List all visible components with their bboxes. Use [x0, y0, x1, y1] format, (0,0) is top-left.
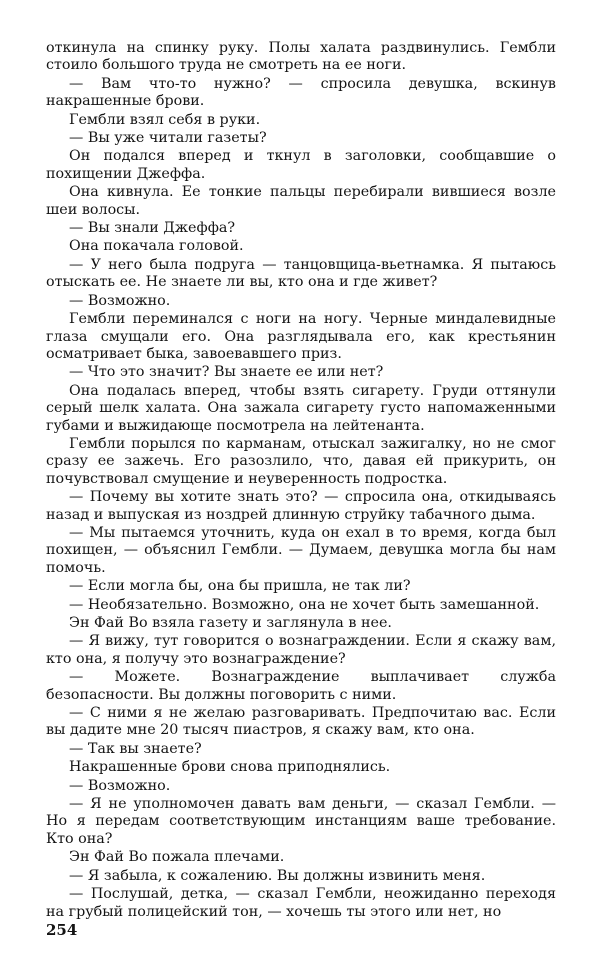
paragraph: Эн Фай Во пожала плечами. [69, 849, 285, 866]
paragraph: Накрашенные брови снова приподнялись. [69, 759, 391, 776]
paragraph: — Вы знали Джеффа? [69, 220, 236, 237]
paragraph: — Так вы знаете? [69, 740, 202, 757]
paragraph: Гембли переминался с ноги на ногу. Черные миндалевидные глаза смущали его. Она разглядывала его, как крестьянин осматривает быка, завоевавшего приз. [46, 311, 556, 362]
paragraph: — Я не уполномочен давать вам деньги, — сказал Гембли. — Но я передам соответствующим инстанциям ваше требование. Кто она? [46, 796, 556, 847]
paragraph: Он подался вперед и ткнул в заголовки, сообщавшие о похищении Джеффа. [46, 148, 556, 182]
paragraph: — Послушай, детка, — сказал Гембли, неожиданно переходя на грубый полицейский тон, — хочешь ты этого или нет, но [46, 886, 556, 920]
paragraph: — Я вижу, тут говорится о вознаграждении. Если я скажу вам, кто она, я получу это вознаграждение? [46, 633, 556, 667]
paragraph: — Можете. Вознаграждение выплачивает служба безопасности. Вы должны поговорить с ними. [46, 669, 556, 703]
paragraph: Она покачала головой. [69, 238, 244, 255]
paragraph: — Вам что-то нужно? — спросила девушка, вскинув накрашенные брови. [46, 75, 556, 110]
page-text [46, 40, 556, 922]
paragraph: — Вы уже читали газеты? [69, 130, 267, 147]
paragraph: Она кивнула. Ее тонкие пальцы перебирали вившиеся возле шеи волосы. [46, 184, 556, 218]
paragraph: — У него была подруга — танцовщица-вьетнамка. Я пытаюсь отыскать ее. Не знаете ли вы, кто она и где живет? [46, 256, 556, 291]
paragraph: — Я забыла, к сожалению. Вы должны извинить меня. [69, 867, 486, 884]
paragraph: Гембли взял себя в руки. [69, 111, 261, 128]
paragraph: — Мы пытаемся уточнить, куда он ехал в то время, когда был похищен, — объяснил Гембли. — Думаем, девушка могла бы нам помочь. [46, 524, 556, 576]
paragraph: Эн Фай Во взяла газету и заглянула в нее. [69, 615, 392, 631]
paragraph: — Возможно. [69, 292, 171, 309]
paragraph: — Почему вы хотите знать это? — спросила она, откидываясь назад и выпуская из ноздрей длинную струйку табачного дыма. [46, 489, 556, 523]
page-number: 254 [46, 921, 78, 939]
paragraph: — С ними я не желаю разговаривать. Предпочитаю вас. Если вы дадите мне 20 тысяч пиастров, я скажу вам, кто она. [46, 705, 556, 739]
paragraph: — Необязательно. Возможно, она не хочет быть замешанной. [69, 596, 540, 613]
paragraph: Она подалась вперед, чтобы взять сигарету. Груди оттянули серый шелк халата. Она зажала сигарету густо напомаженными губами и выжидающе посмотрела на лейтенанта. [46, 382, 556, 434]
paragraph: — Возможно. [69, 777, 171, 794]
paragraph: Гембли порылся по карманам, отыскал зажигалку, но не смог сразу ее зажечь. Его разозлило, что, давая ей прикурить, он почувствовал смущение и неуверенность подростка. [46, 435, 556, 487]
paragraph: откинула на спинку руку. Полы халата раздвинулись. Гембли стоило большого труда не смотреть на ее ноги. [46, 40, 556, 74]
paragraph: — Если могла бы, она бы пришла, не так ли? [69, 578, 411, 595]
paragraph: — Что это значит? Вы знаете ее или нет? [69, 364, 384, 381]
